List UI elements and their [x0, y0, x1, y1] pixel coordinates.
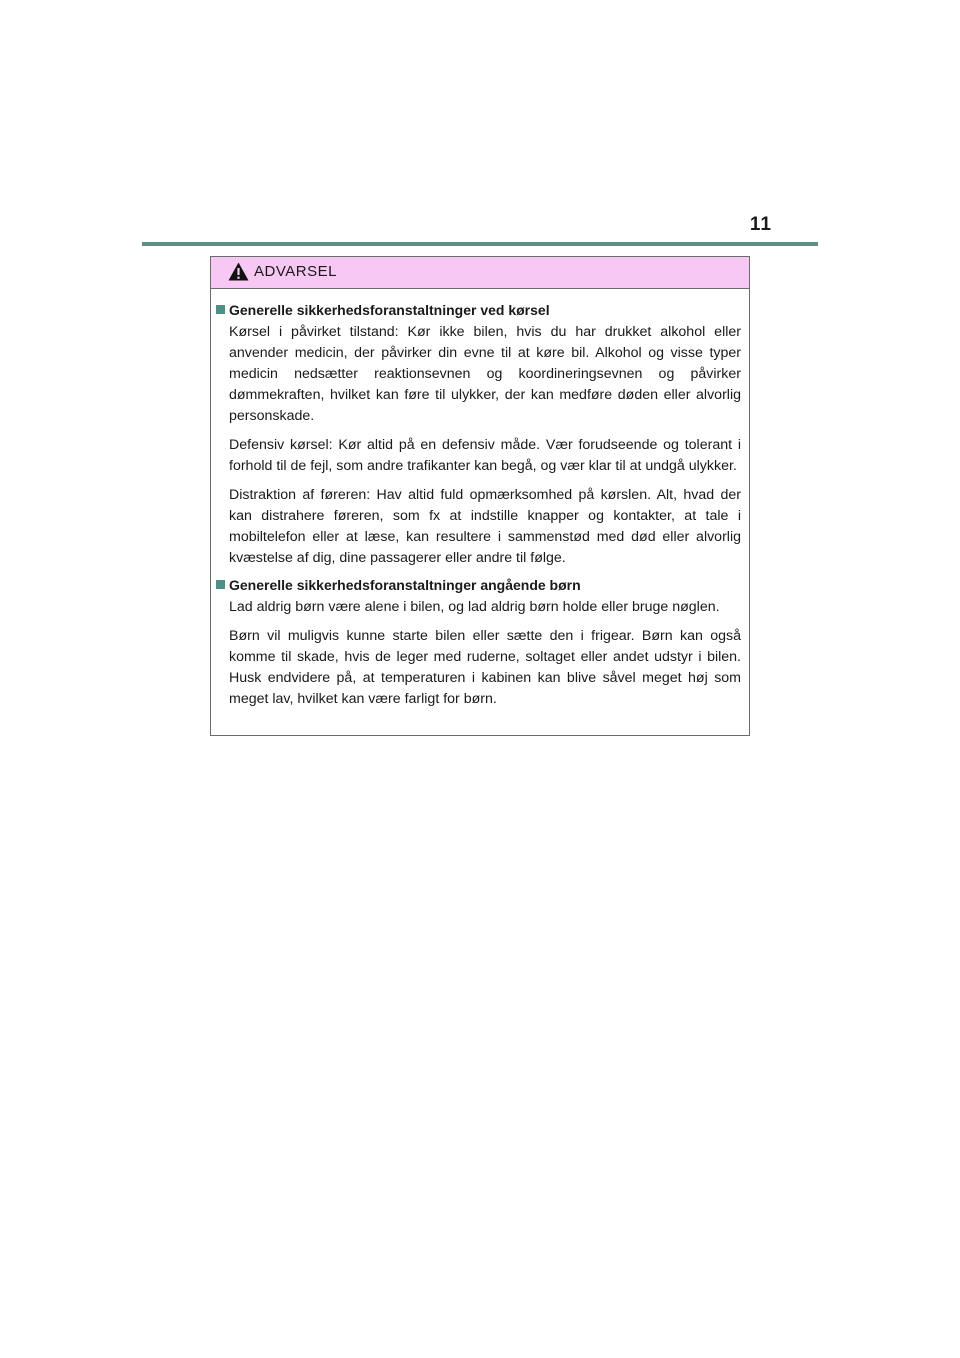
warning-title: ADVARSEL [254, 263, 337, 280]
warning-triangle-icon [228, 262, 249, 281]
header-rule [142, 242, 818, 246]
paragraph-impaired-driving: Kørsel i påvirket tilstand: Kør ikke bilen, hvis du har drukket alkohol eller anvender medicin, der påvirker din evne til at køre bil. Alkohol og visse typer medicin nedsætter reaktionsevnen og koordineringsevnen og påvirker dømmekraften, hvilket kan føre til ulykker, der kan medføre døden eller alvorlig personskade. [229, 324, 741, 424]
section-heading-text: Generelle sikkerhedsforanstaltninger ved kørsel [229, 302, 550, 318]
square-bullet-icon [216, 580, 225, 589]
square-bullet-icon [216, 305, 225, 314]
paragraph-defensive-driving: Defensiv kørsel: Kør altid på en defensiv måde. Vær forudseende og tolerant i forhold til de fejl, som andre trafikanter kan begå, og vær klar til at undgå ulykker. [229, 437, 741, 474]
section-heading-text: Generelle sikkerhedsforanstaltninger angående børn [229, 577, 581, 593]
section-heading-children [216, 575, 741, 596]
page-number: 11 [749, 214, 772, 235]
paragraph-driver-distraction: Distraktion af føreren: Hav altid fuld opmærksomhed på kørslen. Alt, hvad der kan distrahere føreren, som fx at indstille knapper og kontakter, at tale i mobiltelefon eller at læse, kan resultere i sammenstød med død eller alvorlig kvæstelse af dig, dine passagerer eller andre til følge. [229, 487, 741, 566]
paragraph-children-alone: Lad aldrig børn være alene i bilen, og lad aldrig børn holde eller bruge nøglen. [229, 599, 720, 615]
paragraph-children-risks: Børn vil muligvis kunne starte bilen eller sætte den i frigear. Børn kan også komme til skade, hvis de leger med ruderne, soltaget eller andet udstyr i bilen. Husk endvidere på, at temperaturen i kabinen kan blive såvel meget høj som meget lav, hvilket kan være farligt for børn. [229, 628, 741, 707]
warning-header [211, 257, 749, 289]
section-heading-driving [216, 300, 741, 321]
warning-body [211, 289, 749, 710]
warning-box [210, 256, 750, 736]
